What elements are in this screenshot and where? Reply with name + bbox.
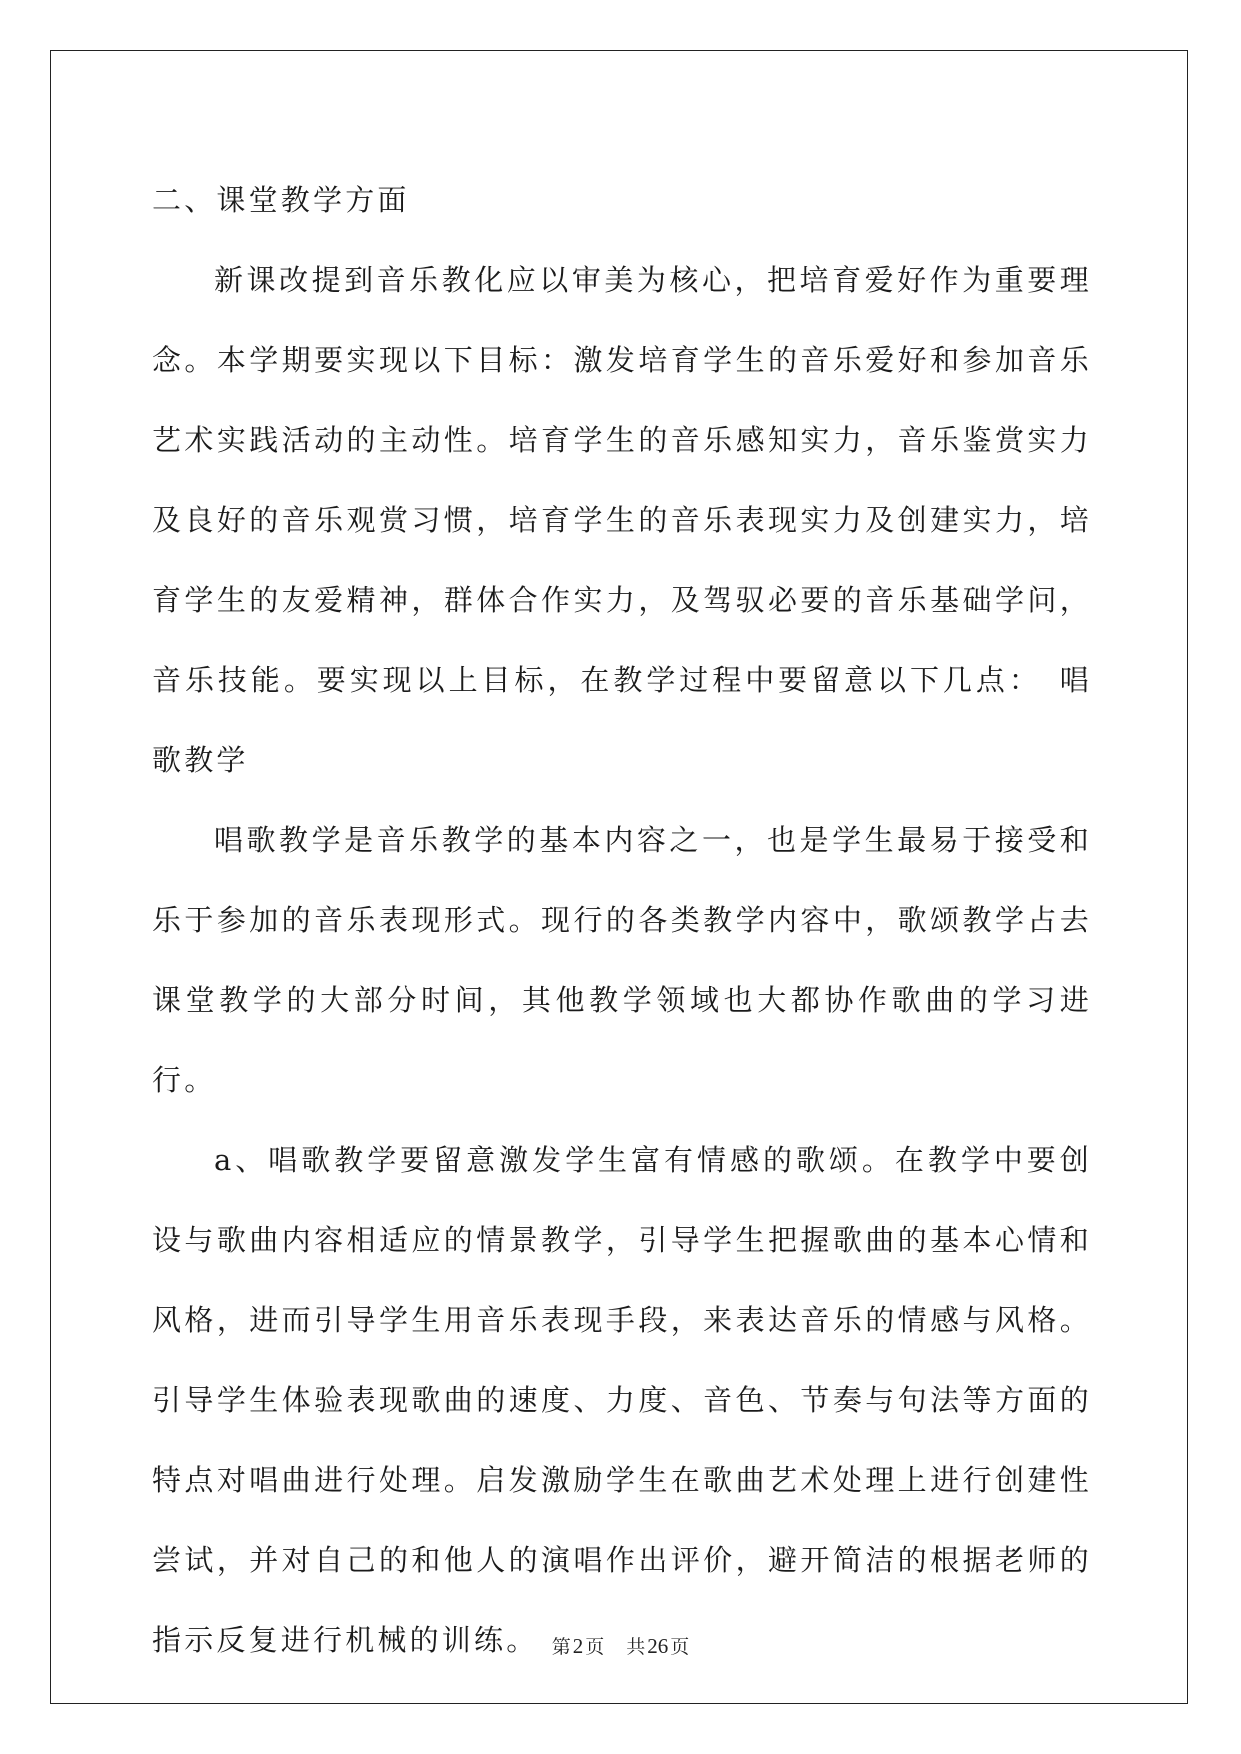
footer-page-word: 页 bbox=[585, 1636, 605, 1658]
section-heading: 二、课堂教学方面 bbox=[152, 183, 410, 217]
subheading-singing: 唱歌教学 bbox=[152, 663, 1092, 777]
paragraph-goals bbox=[152, 240, 1092, 800]
footer-prefix: 第 bbox=[551, 1636, 571, 1658]
document-body bbox=[152, 160, 1092, 1680]
paragraph-singing-a: a、唱歌教学要留意激发学生富有情感的歌颂。在教学中要创设与歌曲内容相适应的情景教学，引导学生把握歌曲的基本心情和风格，进而引导学生用音乐表现手段，来表达音乐的情感与风格。引导学生体验表现歌曲的速度、力度、音色、节奏与句法等方面的特点对唱曲进行处理。启发激励学生在歌曲艺术处理上进行创建性尝试，并对自己的和他人的演唱作出评价，避开简洁的根据老师的指示反复进行机械的训练。 bbox=[152, 1143, 1092, 1657]
footer-total-suffix: 页 bbox=[670, 1636, 690, 1658]
page-footer bbox=[0, 1632, 1241, 1659]
paragraph-goals-text: 新课改提到音乐教化应以审美为核心，把培育爱好作为重要理念。本学期要实现以下目标：激发培育学生的音乐爱好和参加音乐艺术实践活动的主动性。培育学生的音乐感知实力，音乐鉴赏实力及良好的音乐观赏习惯，培育学生的音乐表现实力及创建实力，培育学生的友爱精神，群体合作实力，及驾驭必要的音乐基础学问，音乐技能。要实现以上目标，在教学过程中要留意以下几点： bbox=[152, 263, 1092, 697]
footer-current-page: 2 bbox=[572, 1634, 584, 1658]
paragraph-singing-intro: 唱歌教学是音乐教学的基本内容之一，也是学生最易于接受和乐于参加的音乐表现形式。现行的各类教学内容中，歌颂教学占去课堂教学的大部分时间，其他教学领域也大都协作歌曲的学习进行。 bbox=[152, 823, 1092, 1097]
footer-total-prefix: 共 bbox=[626, 1636, 646, 1658]
footer-total-pages: 26 bbox=[647, 1634, 669, 1658]
